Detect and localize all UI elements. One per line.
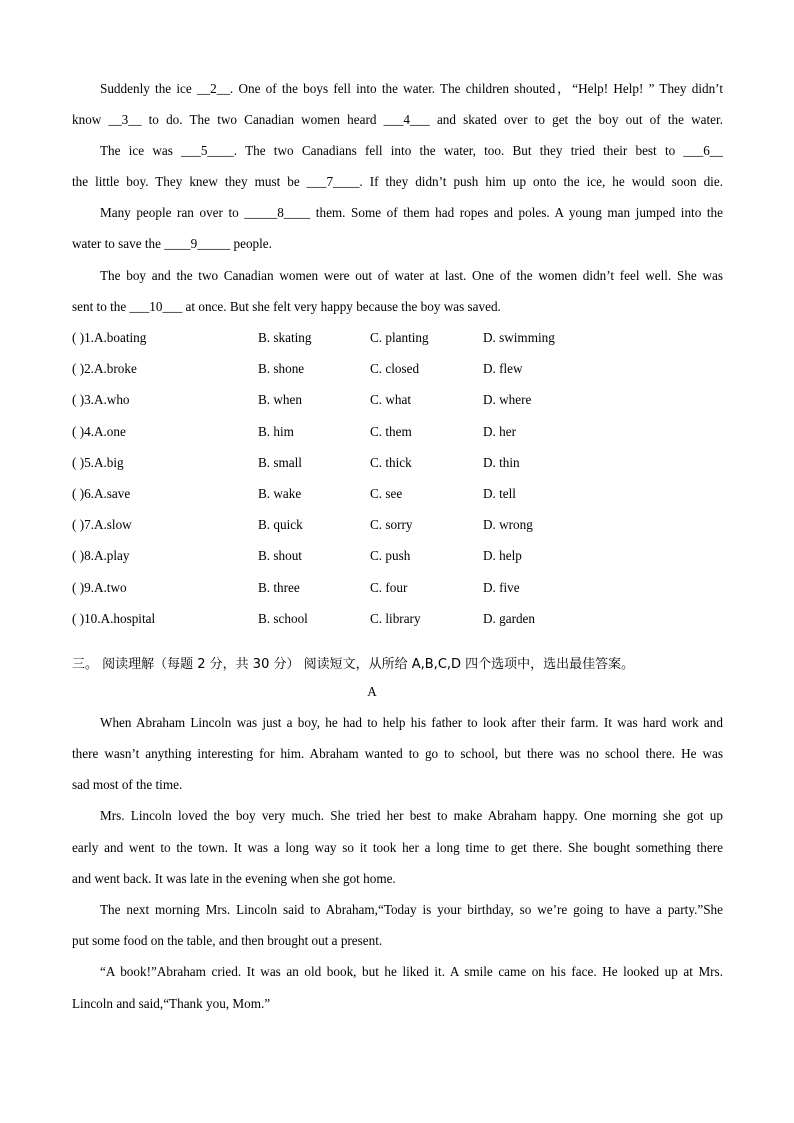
option-b: B. small: [258, 455, 302, 470]
option-b: B. him: [258, 424, 294, 439]
section-title: 三。 阅读理解（每题 2 分，共 30 分） 阅读短文，从所给 A,B,C,D 四个选项中，选出最佳答案。: [72, 657, 635, 672]
question-number: ( )2.A.broke: [72, 361, 137, 376]
cloze-line: the little boy. They knew they must be ___7____. If they didn’t push him up onto the ice, he would soon die.: [72, 174, 723, 189]
option-d: D. flew: [483, 361, 523, 376]
cloze-line: sent to the ___10___ at once. But she felt very happy because the boy was saved.: [72, 299, 501, 314]
option-d: D. swimming: [483, 330, 555, 345]
option-d: D. wrong: [483, 517, 533, 532]
passage-line: sad most of the time.: [72, 777, 183, 792]
cloze-line: Suddenly the ice __2__. One of the boys fell into the water. The children shouted，“Help! Help! ” They didn’t: [100, 81, 723, 96]
passage-line: put some food on the table, and then brought out a present.: [72, 933, 383, 948]
passage-line: The next morning Mrs. Lincoln said to Abraham,“Today is your birthday, so we’re going to have a party.”She: [100, 902, 723, 917]
cloze-line: The ice was ___5____. The two Canadians fell into the water, too. But they tried their best to ___6__: [100, 143, 723, 158]
cloze-line: The boy and the two Canadian women were out of water at last. One of the women didn’t feel well. She was: [100, 268, 723, 283]
question-number: ( )1.A.boating: [72, 330, 147, 345]
option-d: D. thin: [483, 455, 520, 470]
option-b: B. school: [258, 611, 308, 626]
option-c: C. library: [370, 611, 421, 626]
passage-line: Mrs. Lincoln loved the boy very much. She tried her best to make Abraham happy. One morning she got up: [100, 808, 723, 823]
option-c: C. see: [370, 486, 403, 501]
cloze-line: Many people ran over to _____8____ them. Some of them had ropes and poles. A young man jumped into the: [100, 205, 723, 220]
option-c: C. planting: [370, 330, 429, 345]
passage-line: Lincoln and said,“Thank you, Mom.”: [72, 996, 271, 1011]
option-b: B. shone: [258, 361, 305, 376]
option-c: C. four: [370, 580, 408, 595]
option-b: B. wake: [258, 486, 302, 501]
option-c: C. closed: [370, 361, 420, 376]
question-number: ( )4.A.one: [72, 424, 126, 439]
question-number: ( )7.A.slow: [72, 517, 132, 532]
question-number: ( )9.A.two: [72, 580, 127, 595]
option-b: B. when: [258, 392, 302, 407]
option-c: C. them: [370, 424, 412, 439]
question-number: ( )8.A.play: [72, 548, 130, 563]
passage-line: early and went to the town. It was a long way so it took her a long time to get there. She bought something there: [72, 840, 723, 855]
question-number: ( )6.A.save: [72, 486, 131, 501]
option-d: D. where: [483, 392, 532, 407]
passage-line: and went back. It was late in the evening when she got home.: [72, 871, 396, 886]
option-b: B. quick: [258, 517, 303, 532]
option-d: D. help: [483, 548, 522, 563]
option-d: D. her: [483, 424, 516, 439]
question-number: ( )5.A.big: [72, 455, 124, 470]
passage-label: A: [367, 684, 377, 699]
passage-line: When Abraham Lincoln was just a boy, he had to help his father to look after their farm. It was hard work and: [100, 715, 723, 730]
option-c: C. thick: [370, 455, 412, 470]
passage-line: there wasn’t anything interesting for him. Abraham wanted to go to school, but there was no school there. He was: [72, 746, 723, 761]
question-number: ( )3.A.who: [72, 392, 130, 407]
passage-line: “A book!”Abraham cried. It was an old book, but he liked it. A smile came on his face. He looked up at Mrs.: [100, 964, 723, 979]
option-d: D. five: [483, 580, 520, 595]
option-d: D. tell: [483, 486, 516, 501]
cloze-line: water to save the ____9_____ people.: [72, 236, 272, 251]
option-c: C. push: [370, 548, 411, 563]
option-b: B. shout: [258, 548, 302, 563]
option-d: D. garden: [483, 611, 535, 626]
option-c: C. what: [370, 392, 412, 407]
option-c: C. sorry: [370, 517, 413, 532]
option-b: B. three: [258, 580, 300, 595]
option-b: B. skating: [258, 330, 312, 345]
question-number: ( )10.A.hospital: [72, 611, 156, 626]
cloze-line: know __3__ to do. The two Canadian women heard ___4___ and skated over to get the boy out of the water.: [72, 112, 723, 127]
